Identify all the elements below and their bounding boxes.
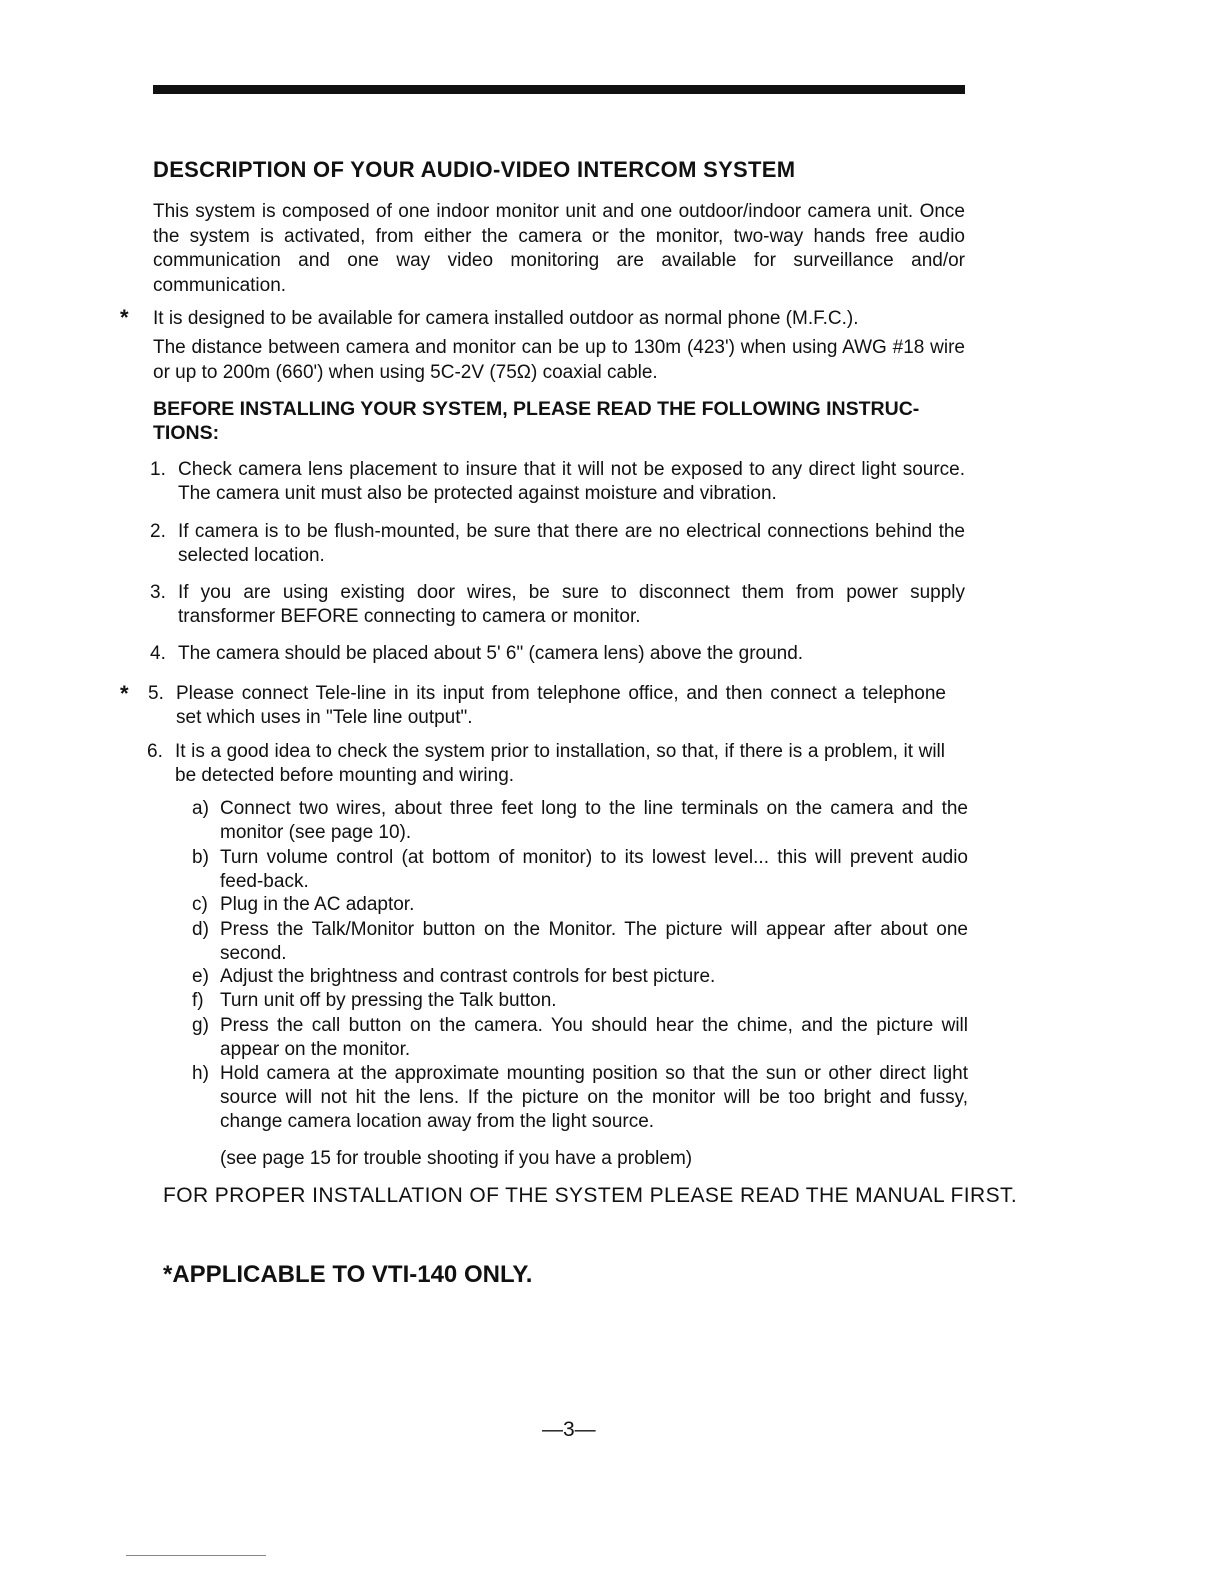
- star-note-line1: It is designed to be available for camera installed outdoor as normal phone (M.F.C.).: [153, 308, 859, 329]
- sub-item-text: Connect two wires, about three feet long to the line terminals on the camera and the monitor (see page 10).: [220, 798, 968, 843]
- top-rule: [153, 85, 965, 94]
- trouble-shooting-note: (see page 15 for trouble shooting if you have a problem): [220, 1148, 693, 1169]
- sub-item-text: Hold camera at the approximate mounting position so that the sun or other direct light source will not hit the lens. If the picture on the monitor will be too bright and fussy, change camera location away from the light source.: [220, 1063, 968, 1132]
- sub-item-letter: e): [192, 966, 209, 987]
- item-text: It is a good idea to check the system prior to installation, so that, if there is a problem, it will be detected before mounting and wiring.: [175, 741, 945, 786]
- item-text: Please connect Tele-line in its input from telephone office, and then connect a telephone set which uses in "Tele line output".: [176, 683, 946, 728]
- item-number: 1.: [150, 459, 166, 480]
- item-number: 5.: [148, 683, 164, 704]
- item-text: If camera is to be flush-mounted, be sure that there are no electrical connections behind the selected location.: [178, 521, 965, 566]
- sub-item-text: Turn unit off by pressing the Talk button.: [220, 990, 557, 1011]
- item-number: 6.: [147, 741, 163, 762]
- sub-item-text: Press the call button on the camera. You should hear the chime, and the picture will appear on the monitor.: [220, 1015, 968, 1060]
- bottom-rule: [126, 1555, 266, 1556]
- item-text: Check camera lens placement to insure that it will not be exposed to any direct light source. The camera unit must also be protected against moisture and vibration.: [178, 459, 965, 504]
- sub-item-letter: c): [192, 894, 208, 915]
- page-title: DESCRIPTION OF YOUR AUDIO-VIDEO INTERCOM SYSTEM: [153, 157, 796, 182]
- item-text: If you are using existing door wires, be sure to disconnect them from power supply transformer BEFORE connecting to camera or monitor.: [178, 582, 965, 627]
- sub-item-letter: g): [192, 1015, 209, 1036]
- before-installing-heading: BEFORE INSTALLING YOUR SYSTEM, PLEASE READ THE FOLLOWING INSTRUC-TIONS:: [153, 398, 920, 444]
- sub-item-text: Turn volume control (at bottom of monitor) to its lowest level... this will prevent audio feed-back.: [220, 847, 968, 892]
- sub-item-letter: d): [192, 919, 209, 940]
- page-number: —3—: [542, 1418, 596, 1441]
- intro-paragraph: This system is composed of one indoor monitor unit and one outdoor/indoor camera unit. Once the system is activated, from either the camera or the monitor, two-way hands free audio communication and one way video monitoring are available for surveillance and/or communication.: [153, 201, 965, 296]
- sub-item-letter: a): [192, 798, 209, 819]
- item-number: 2.: [150, 521, 166, 542]
- sub-item-text: Adjust the brightness and contrast controls for best picture.: [220, 966, 716, 987]
- sub-item-letter: b): [192, 847, 209, 868]
- item-number: 3.: [150, 582, 166, 603]
- star-marker: *: [120, 305, 129, 330]
- applicable-note: *APPLICABLE TO VTI-140 ONLY.: [163, 1261, 533, 1288]
- distance-note: The distance between camera and monitor can be up to 130m (423') when using AWG #18 wire or up to 200m (660') when using 5C-2V (75Ω) coaxial cable.: [153, 337, 965, 383]
- sub-item-letter: f): [192, 990, 204, 1011]
- sub-item-letter: h): [192, 1063, 209, 1084]
- item-number: 4.: [150, 643, 166, 664]
- proper-installation-note: FOR PROPER INSTALLATION OF THE SYSTEM PLEASE READ THE MANUAL FIRST.: [163, 1184, 1018, 1207]
- item-text: The camera should be placed about 5' 6" (camera lens) above the ground.: [178, 643, 804, 664]
- sub-item-text: Plug in the AC adaptor.: [220, 894, 415, 915]
- sub-item-text: Press the Talk/Monitor button on the Monitor. The picture will appear after about one second.: [220, 919, 968, 964]
- star-marker: *: [120, 681, 129, 706]
